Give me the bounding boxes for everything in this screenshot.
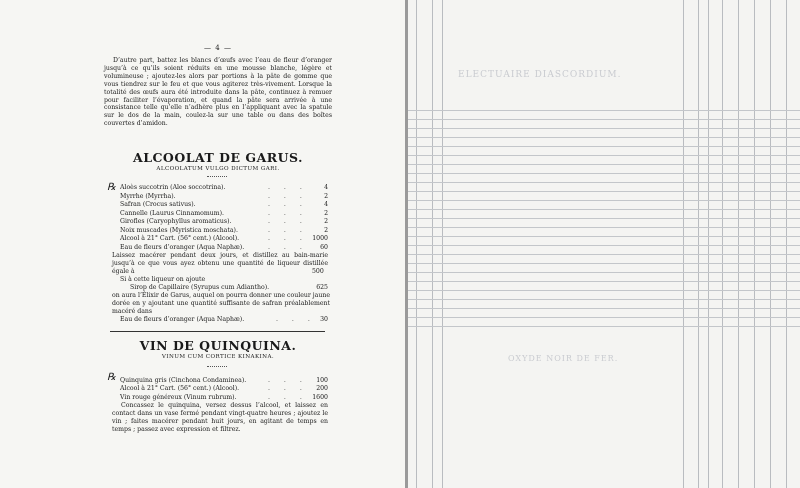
ledger-row-line: [408, 128, 800, 129]
ingredient-name: Vin rouge généreux (Vinum rubrum).: [120, 393, 237, 401]
ledger-row-line: [408, 155, 800, 156]
ingredient-name: Alcool à 21° Cart. (56° cent.) (Alcool).: [120, 385, 240, 393]
leader-dots: . . .: [268, 201, 308, 208]
ledger-column-line: [754, 0, 755, 488]
ingredient-row: [120, 394, 328, 402]
ingredient-qty: 4: [324, 201, 328, 208]
ledger-column-line: [738, 0, 739, 488]
section-rule: [110, 331, 325, 332]
quinquina-instructions: Concassez le quinquina, versez dessus l’alcool, et laissez en contact dans un vase fermé pendant vingt-quatre heures ; ajoutez le vin ; faites macérer pendant huit jours, en agitant de temps en temps ; passez avec expression et filtrez.: [112, 402, 328, 433]
ingredient-row: [120, 210, 328, 218]
ingredient-qty: 2: [324, 209, 328, 217]
quinquina-title: VIN DE QUINQUINA.: [139, 338, 297, 353]
ledger-column-line: [683, 0, 684, 488]
ingredient-row: [120, 193, 328, 201]
ledger-row-line: [408, 281, 800, 282]
ingredient-qty: 1600: [312, 393, 328, 401]
ledger-column-line: [698, 0, 699, 488]
ingredient-name: Safran (Crocus sativus).: [120, 201, 196, 208]
sirop-row: [130, 284, 328, 292]
ingredient-name: Eau de fleurs d’oranger (Aqua Naphæ).: [120, 243, 245, 251]
ledger-column-line: [432, 0, 433, 488]
leader-dots: . . .: [268, 184, 308, 191]
garus-subtitle: ALCOOLATUM VULGO DICTUM GARI.: [156, 166, 280, 172]
ingredient-row: [120, 377, 328, 385]
ingredient-name: Aloès succotrin (Aloe soccotrina).: [120, 184, 226, 191]
ledger-row-line: [408, 110, 800, 111]
ledger-row-line: [408, 182, 800, 183]
ingredient-row: [120, 385, 328, 393]
ledger-row-line: [408, 209, 800, 210]
ledger-column-line: [416, 0, 417, 488]
ingredient-qty: 4: [324, 184, 328, 191]
ledger-row-line: [408, 290, 800, 291]
ingredient-name: Cannelle (Laurus Cinnamomum).: [120, 209, 224, 217]
ingredient-row: [120, 218, 328, 226]
quinquina-subtitle: VINUM CUM CORTICE KINAKINA.: [161, 354, 275, 360]
ledger-row-line: [408, 119, 800, 120]
ingredient-name: Quinquina gris (Cinchona Condaminea).: [120, 377, 247, 384]
ledger-row-line: [408, 326, 800, 327]
sirop-name: Sirop de Capillaire (Syrupus cum Adiantho).: [130, 284, 270, 291]
ingredient-name: Noix muscades (Myristica moschata).: [120, 226, 238, 234]
ghost-title: ELECTUAIRE DIASCORDIUM.: [458, 70, 622, 80]
ledger-column-line: [770, 0, 771, 488]
recipe-symbol: ℞: [107, 372, 116, 383]
addition-intro: Si à cette liqueur on ajoute: [120, 276, 206, 283]
ingredient-name: Myrrhe (Myrrha).: [120, 192, 176, 200]
ingredient-row: [120, 244, 328, 252]
ingredient-name: Girofles (Caryophyllus aromaticus).: [120, 218, 232, 225]
ornament-divider: [207, 176, 227, 177]
ledger-row-line: [408, 200, 800, 201]
ledger-row-line: [408, 236, 800, 237]
ingredient-qty: 1000: [312, 235, 328, 242]
ledger-column-line: [786, 0, 787, 488]
ingredient-qty: 2: [324, 192, 328, 200]
maceration-text: Laissez macérer pendant deux jours, et distillez au bain-marie jusqu’à ce que vous ayez obtenu une quantité de liqueur distillée égale à: [112, 252, 328, 275]
leader-dots: . . .: [268, 192, 308, 200]
ghost-heading: OXYDE NOIR DE FER.: [508, 354, 619, 363]
ledger-row-line: [408, 272, 800, 273]
ledger-row-line: [408, 245, 800, 246]
ingredient-row: [120, 184, 328, 192]
ingredient-qty: 100: [316, 377, 328, 384]
ledger-row-line: [408, 146, 800, 147]
ingredient-name: Alcool à 21° Cart. (56° cent.) (Alcool).: [120, 235, 240, 242]
page-number: — 4 —: [204, 44, 232, 52]
ledger-row-line: [408, 299, 800, 300]
eau-final-name: Eau de fleurs d’oranger (Aqua Naphæ).: [120, 316, 245, 323]
ledger-column-line: [722, 0, 723, 488]
ledger-row-line: [408, 137, 800, 138]
ledger-row-line: [408, 317, 800, 318]
eau-final-qty: 30: [320, 316, 328, 323]
right-page: [408, 0, 800, 488]
ledger-row-line: [408, 254, 800, 255]
leader-dots: . . .: [268, 377, 308, 384]
ledger-row-line: [408, 227, 800, 228]
leader-dots: . . .: [268, 218, 308, 225]
ledger-row-line: [408, 164, 800, 165]
ingredient-qty: 200: [316, 385, 328, 393]
ingredient-qty: 2: [324, 226, 328, 234]
eau-final-row: Eau de fleurs d’oranger (Aqua Naphæ). . . . 30: [120, 316, 328, 323]
ledger-row-line: [408, 173, 800, 174]
leader-dots: . . .: [268, 385, 308, 393]
ingredient-row: [120, 227, 328, 235]
ledger-column-line: [442, 0, 443, 488]
intro-paragraph: D’autre part, battez les blancs d’œufs avec l’eau de fleur d’oranger jusqu’à ce qu’ils soient réduits en une mousse blanche, légère et volumineuse ; ajoutez-les alors par portions à la pâte de gomme que vous tiendrez sur le feu et que vous agiterez très-vivement. Lorsque la totalité des œufs aura été introduite dans la pâte, continuez à remuer pour faciliter l’évaporation, et quand la pâte sera arrivée à une consistance telle qu’elle n’adhère plus en l’appliquant avec la spatule sur le dos de la main, coulez-la sur une table ou dans des boîtes couvertes d’amidon.: [104, 57, 332, 128]
leader-dots: . . .: [268, 243, 308, 251]
leader-dots: . . .: [268, 226, 308, 234]
garus-maceration: [112, 252, 328, 276]
ledger-row-line: [408, 263, 800, 264]
leader-dots: . . .: [268, 393, 308, 401]
sirop-qty: 625: [316, 284, 328, 291]
ledger-row-line: [408, 308, 800, 309]
garus-title: ALCOOLAT DE GARUS.: [133, 150, 303, 165]
ledger-column-line: [708, 0, 709, 488]
ingredient-row: [120, 201, 328, 209]
recipe-symbol: ℞: [107, 182, 116, 193]
ingredient-qty: 60: [320, 243, 328, 251]
leader-dots: . . .: [268, 209, 308, 217]
ledger-row-line: [408, 191, 800, 192]
ornament-divider: [207, 366, 227, 367]
maceration-qty: 500: [312, 268, 324, 275]
elixir-text: on aura l’Élixir de Garus, auquel on pourra donner une couleur jaune dorée en y ajoutant une quantité suffisante de safran préalablement macéré dans: [112, 292, 331, 315]
leader-dots: . . .: [268, 235, 308, 242]
ledger-row-line: [408, 218, 800, 219]
ingredient-row: [120, 235, 328, 243]
ingredient-qty: 2: [324, 218, 328, 225]
